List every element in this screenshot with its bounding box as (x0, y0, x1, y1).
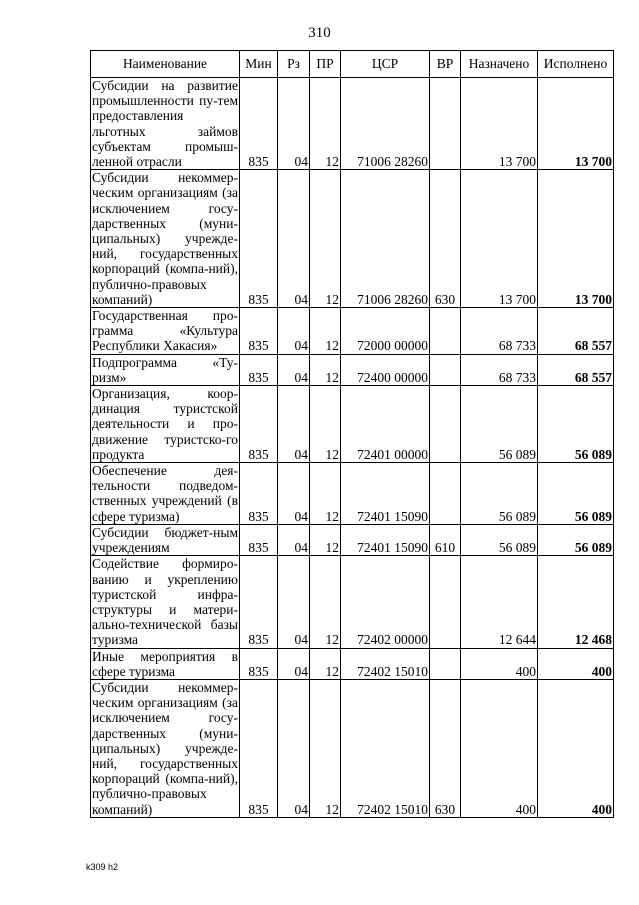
cell-name: Субсидии некоммер-ческим организациям (за исключением госу-дарственных (муни-ципальных) учрежде-ний, государственных корпораций (компа-ний), публично-правовых компаний) (92, 679, 238, 817)
cell-pr: 12 (310, 648, 341, 679)
table-header-row (91, 51, 614, 78)
cell-name: Содействие формиро-ванию и укреплению туристской инфра-структуры и матери-ально-технической базы туризма (92, 556, 238, 648)
table-row (91, 556, 614, 648)
cell-min: 835 (240, 463, 278, 525)
cell-executed: 68 557 (538, 354, 614, 385)
cell-executed: 68 557 (538, 308, 614, 355)
cell-rz: 04 (278, 354, 310, 385)
header-assigned: Назначено (461, 51, 538, 78)
table-row (91, 354, 614, 385)
cell-min: 835 (240, 354, 278, 385)
header-csr: ЦСР (341, 51, 430, 78)
header-rz: Рз (278, 51, 310, 78)
cell-vr (430, 354, 461, 385)
cell-rz: 04 (278, 78, 310, 170)
cell-vr (430, 463, 461, 525)
table-row (91, 679, 614, 817)
cell-executed: 400 (538, 679, 614, 817)
cell-vr (430, 648, 461, 679)
cell-csr: 72000 00000 (341, 308, 430, 355)
header-name: Наименование (91, 51, 240, 78)
cell-pr: 12 (310, 524, 341, 555)
cell-name: Субсидии на развитие промышленности пу-тем предоставления льготных займов субъектам промыш-ленной отрасли (92, 78, 238, 170)
header-min: Мин (240, 51, 278, 78)
cell-rz: 04 (278, 386, 310, 463)
table-row (91, 386, 614, 463)
table-body (91, 78, 614, 818)
cell-vr (430, 386, 461, 463)
page-number: 310 (308, 25, 331, 41)
cell-rz: 04 (278, 556, 310, 648)
cell-csr: 71006 28260 (341, 78, 430, 170)
cell-csr: 72401 00000 (341, 386, 430, 463)
cell-name: Обеспечение дея-тельности подведом-ственных учреждений (в сфере туризма) (92, 463, 238, 524)
cell-vr: 610 (430, 524, 461, 555)
cell-assigned: 68 733 (461, 308, 538, 355)
cell-min: 835 (240, 78, 278, 170)
cell-rz: 04 (278, 308, 310, 355)
cell-executed: 13 700 (538, 170, 614, 308)
cell-assigned: 13 700 (461, 78, 538, 170)
cell-rz: 04 (278, 648, 310, 679)
cell-csr: 72402 00000 (341, 556, 430, 648)
cell-min: 835 (240, 308, 278, 355)
cell-executed: 56 089 (538, 386, 614, 463)
cell-name: Государственная про-грамма «Культура Республики Хакасия» (92, 308, 238, 354)
cell-name: Субсидии бюджет-ным учреждениям (92, 524, 238, 556)
cell-assigned: 400 (461, 648, 538, 679)
cell-pr: 12 (310, 463, 341, 525)
cell-pr: 12 (310, 386, 341, 463)
footer-code: k309 h2 (86, 862, 119, 872)
cell-assigned: 56 089 (461, 524, 538, 555)
cell-executed: 56 089 (538, 463, 614, 525)
cell-csr: 72401 15090 (341, 463, 430, 525)
cell-pr: 12 (310, 170, 341, 308)
cell-rz: 04 (278, 170, 310, 308)
header-vr: ВР (430, 51, 461, 78)
cell-vr: 630 (430, 679, 461, 817)
cell-vr (430, 556, 461, 648)
cell-executed: 400 (538, 648, 614, 679)
cell-min: 835 (240, 679, 278, 817)
header-executed: Исполнено (538, 51, 614, 78)
cell-rz: 04 (278, 679, 310, 817)
table-row (91, 463, 614, 525)
cell-min: 835 (240, 648, 278, 679)
cell-csr: 71006 28260 (341, 170, 430, 308)
table-row (91, 524, 614, 555)
header-pr: ПР (310, 51, 341, 78)
cell-csr: 72402 15010 (341, 648, 430, 679)
cell-vr: 630 (430, 170, 461, 308)
cell-vr (430, 78, 461, 170)
table-row (91, 170, 614, 308)
budget-table (90, 50, 614, 818)
cell-pr: 12 (310, 78, 341, 170)
cell-name: Иные мероприятия в сфере туризма (92, 648, 238, 679)
cell-min: 835 (240, 556, 278, 648)
cell-assigned: 12 644 (461, 556, 538, 648)
cell-executed: 13 700 (538, 78, 614, 170)
cell-name: Организация, коор-динация туристской деятельности и про-движение туристско-го продукта (92, 386, 238, 462)
cell-pr: 12 (310, 308, 341, 355)
cell-pr: 12 (310, 679, 341, 817)
cell-min: 835 (240, 170, 278, 308)
cell-vr (430, 308, 461, 355)
table-row (91, 308, 614, 355)
cell-pr: 12 (310, 354, 341, 385)
cell-csr: 72402 15010 (341, 679, 430, 817)
cell-executed: 56 089 (538, 524, 614, 555)
cell-min: 835 (240, 386, 278, 463)
cell-min: 835 (240, 524, 278, 555)
cell-assigned: 56 089 (461, 386, 538, 463)
cell-assigned: 56 089 (461, 463, 538, 525)
cell-name: Подпрограмма «Ту-ризм» (92, 354, 238, 385)
cell-pr: 12 (310, 556, 341, 648)
cell-csr: 72400 00000 (341, 354, 430, 385)
cell-assigned: 13 700 (461, 170, 538, 308)
cell-assigned: 400 (461, 679, 538, 817)
table-row (91, 648, 614, 679)
cell-assigned: 68 733 (461, 354, 538, 385)
cell-csr: 72401 15090 (341, 524, 430, 555)
cell-name: Субсидии некоммер-ческим организациям (за исключением госу-дарственных (муни-ципальных) учрежде-ний, государственных корпораций (компа-ний), публично-правовых компаний) (92, 170, 238, 307)
cell-rz: 04 (278, 463, 310, 525)
cell-executed: 12 468 (538, 556, 614, 648)
table-row (91, 78, 614, 170)
cell-rz: 04 (278, 524, 310, 555)
